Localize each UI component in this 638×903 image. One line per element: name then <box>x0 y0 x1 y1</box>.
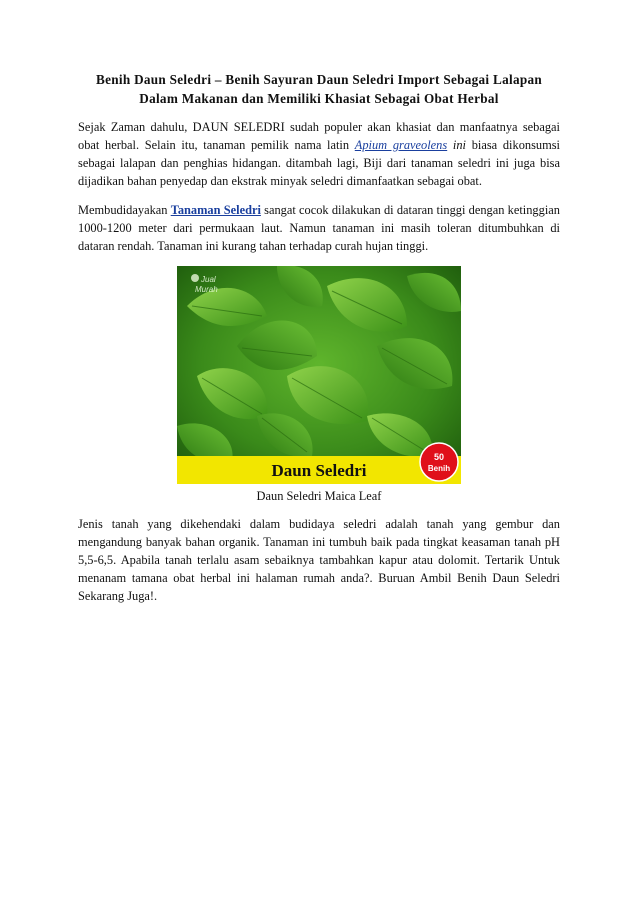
italic-word: ini <box>452 138 466 152</box>
intro-text: Sejak Zaman dahulu, DAUN SELEDRI sudah populer akan khasiat dan manfaatnya sebagai obat herbal. Selain itu, tanaman pemilik nama latin <box>78 120 560 152</box>
celery-product-image <box>177 266 461 484</box>
soil-paragraph: Jenis tanah yang dikehendaki dalam budidaya seledri adalah tanah yang gembur dan mengandung banyak bahan organik. Tanaman ini tumbuh baik pada tingkat keasaman tanah pH 5,5-6,5. Apabila tanah terlalu asam sebaiknya tambahkan kapur atau dolomit. Tertarik Untuk menanam tamana obat herbal ini halaman rumah anda?. Buruan Ambil Benih Daun Seledri Sekarang Juga!. <box>78 517 560 603</box>
watermark-line1: Jual <box>201 275 216 284</box>
image-caption: Daun Seledri Maica Leaf <box>256 489 382 503</box>
document-page <box>78 70 560 616</box>
tanaman-seledri-link[interactable]: Tanaman Seledri <box>170 203 261 217</box>
seed-count-badge <box>420 443 458 481</box>
intro-paragraph <box>78 118 560 190</box>
watermark-line2: Murah <box>195 285 218 294</box>
cultivation-text-rest: sangat cocok dilakukan di dataran tinggi dengan ketinggian 1000-1200 meter dari permukaan laut. Namun tanaman ini masih toleran ditumbuhkan di dataran rendah. Tanaman ini kurang tahan terhadap curah hujan tinggi. <box>78 203 560 253</box>
document-title: Benih Daun Seledri – Benih Sayuran Daun Seledri Import Sebagai Lalapan Dalam Makanan dan Memiliki Khasiat Sebagai Obat Herbal <box>95 72 542 106</box>
cultivation-paragraph <box>78 201 560 255</box>
intro-text-rest: biasa dikonsumsi sebagai lalapan dan penghias hidangan. ditambah lagi, Biji dari tanaman seledri ini juga bisa dijadikan bahan penyedap dan ekstrak minyak seledri dimanfaatkan sebagai obat. <box>78 138 560 188</box>
badge-count: 50 <box>433 452 445 462</box>
cultivation-text: Membudidayakan <box>78 203 168 217</box>
apium-graveolens-link[interactable]: Apium graveolens <box>354 138 448 152</box>
badge-label: Benih <box>427 464 451 473</box>
image-banner-text: Daun Seledri <box>271 461 367 480</box>
